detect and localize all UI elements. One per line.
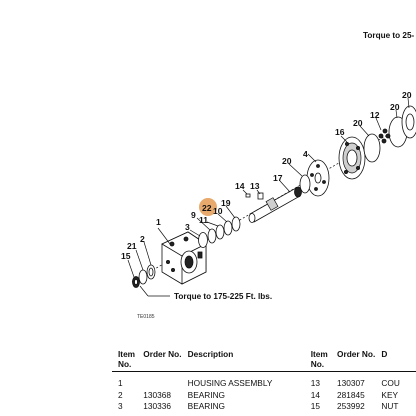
header-description: Description — [188, 348, 305, 372]
callout-20d: 20 — [402, 90, 412, 100]
callout-11: 11 — [199, 215, 209, 225]
cell-item: 2 — [118, 389, 123, 400]
cell-order: 130336 — [143, 401, 171, 411]
seal-ring-10 — [224, 221, 232, 235]
callout-3: 3 — [185, 222, 190, 232]
cell-description: BEARING — [187, 401, 226, 411]
cell-item: 1 — [118, 378, 123, 388]
ball-cluster — [379, 129, 390, 143]
end-cap — [402, 106, 416, 138]
header-item-no: Item No. — [112, 348, 143, 372]
callout-13: 13 — [250, 181, 260, 191]
torque-note-top: Torque to 25- — [363, 31, 415, 40]
table-header-row — [112, 348, 416, 372]
cell-description-2: NUT — [381, 401, 399, 411]
cell-description-2: KEY — [381, 389, 399, 400]
cell-order: 130368 — [143, 389, 171, 400]
callout-12: 12 — [370, 110, 380, 120]
header-order-no-2: Order No. — [337, 348, 381, 372]
callout-16: 16 — [335, 127, 345, 137]
callout-22: 22 — [202, 203, 212, 213]
nut — [133, 277, 140, 288]
callout-14: 14 — [235, 181, 245, 191]
cell-order — [143, 378, 187, 390]
callout-2: 2 — [140, 234, 145, 244]
o-ring-middle — [364, 134, 380, 162]
cell-description-2: COU — [381, 378, 400, 388]
callout-17: 17 — [273, 173, 283, 183]
callout-20c: 20 — [390, 102, 400, 112]
callout-1: 1 — [156, 217, 161, 227]
cell-item: 3 — [118, 401, 123, 411]
cell-order-2: 281845 — [337, 389, 365, 400]
callout-10: 10 — [213, 206, 223, 216]
coupling — [258, 193, 263, 199]
o-ring-left — [300, 175, 310, 193]
torque-note-bottom: Torque to 175-225 Ft. lbs. — [174, 292, 273, 301]
cell-item-2: 14 — [310, 389, 320, 400]
callout-15: 15 — [121, 251, 131, 261]
cell-description: HOUSING ASSEMBLY — [187, 378, 273, 388]
wear-plate — [307, 160, 329, 196]
drive-shaft — [249, 187, 302, 223]
cell-description: BEARING — [187, 389, 226, 400]
key — [246, 194, 250, 197]
cell-order-2: 130307 — [337, 378, 365, 388]
table-row — [112, 401, 416, 413]
seal-ring-11 — [216, 225, 224, 239]
cell-order-2: 253992 — [337, 401, 365, 411]
callout-4: 4 — [303, 149, 308, 159]
header-order-no: Order No. — [143, 348, 187, 372]
seal-ring-left — [139, 270, 147, 284]
bearing-ring-left — [147, 265, 155, 279]
callout-20a: 20 — [282, 156, 292, 166]
cell-item-2: 15 — [310, 401, 320, 411]
parts-list-table — [112, 348, 416, 413]
seal-ring-9 — [208, 229, 216, 243]
figure-id: TE0185 — [137, 314, 155, 320]
callout-21: 21 — [127, 241, 137, 251]
bearing-ring — [199, 233, 208, 248]
header-description-2: D — [381, 348, 416, 372]
callout-20b: 20 — [353, 118, 363, 128]
callout-19: 19 — [221, 198, 231, 208]
table-row — [112, 390, 416, 402]
cell-item-2: 13 — [310, 378, 320, 388]
seal-ring-19 — [232, 217, 240, 231]
table-row — [112, 378, 416, 390]
header-item-no-2: Item No. — [305, 348, 337, 372]
gerotor-set — [339, 137, 365, 179]
callout-9: 9 — [191, 210, 196, 220]
